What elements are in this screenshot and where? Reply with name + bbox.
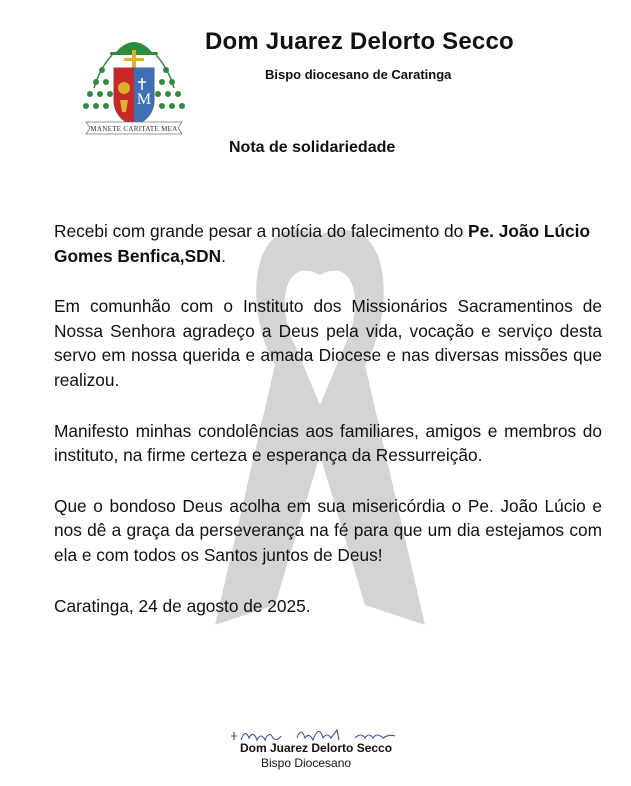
date-line: Caratinga, 24 de agosto de 2025. — [54, 595, 311, 616]
deceased-name: Pe. João Lúcio Gomes Benfica,SDN — [54, 221, 591, 266]
paragraph-2: Em comunhão com o Instituto dos Missionários Sacramentinos de Nossa Senhora agradeço a Deus pela vida, vocação e serviço desta servo em nossa querida e amada Diocese e nas diversas missões que realizou. — [54, 296, 602, 390]
paragraph-3: Manifesto minhas condolências aos familiares, amigos e membros do instituto, na firme certeza e esperança da Ressurreição. — [54, 420, 602, 466]
page-title: Nota de solidariedade — [229, 139, 396, 156]
paragraph-4: Que o bondoso Deus acolha em sua misericórdia o Pe. João Lúcio e nos dê a graça da perseverança na fé para que um dia estejamos com ela e com todos os Santos juntos de Deus! — [54, 495, 602, 565]
signature-name: Dom Juarez Delorto Secco — [240, 741, 393, 755]
paragraph-1: Recebi com grande pesar a notícia do falecimento do Pe. João Lúcio Gomes Benfica,SDN. — [54, 221, 591, 266]
svg-text:M: M — [136, 91, 152, 108]
header-name: Dom Juarez Delorto Secco — [205, 28, 514, 55]
signature-role: Bispo Diocesano — [261, 756, 352, 770]
header-subtitle: Bispo diocesano de Caratinga — [265, 67, 452, 82]
letter-body — [54, 219, 602, 644]
motto-text: MANETE CARITATE MEA — [90, 125, 178, 133]
